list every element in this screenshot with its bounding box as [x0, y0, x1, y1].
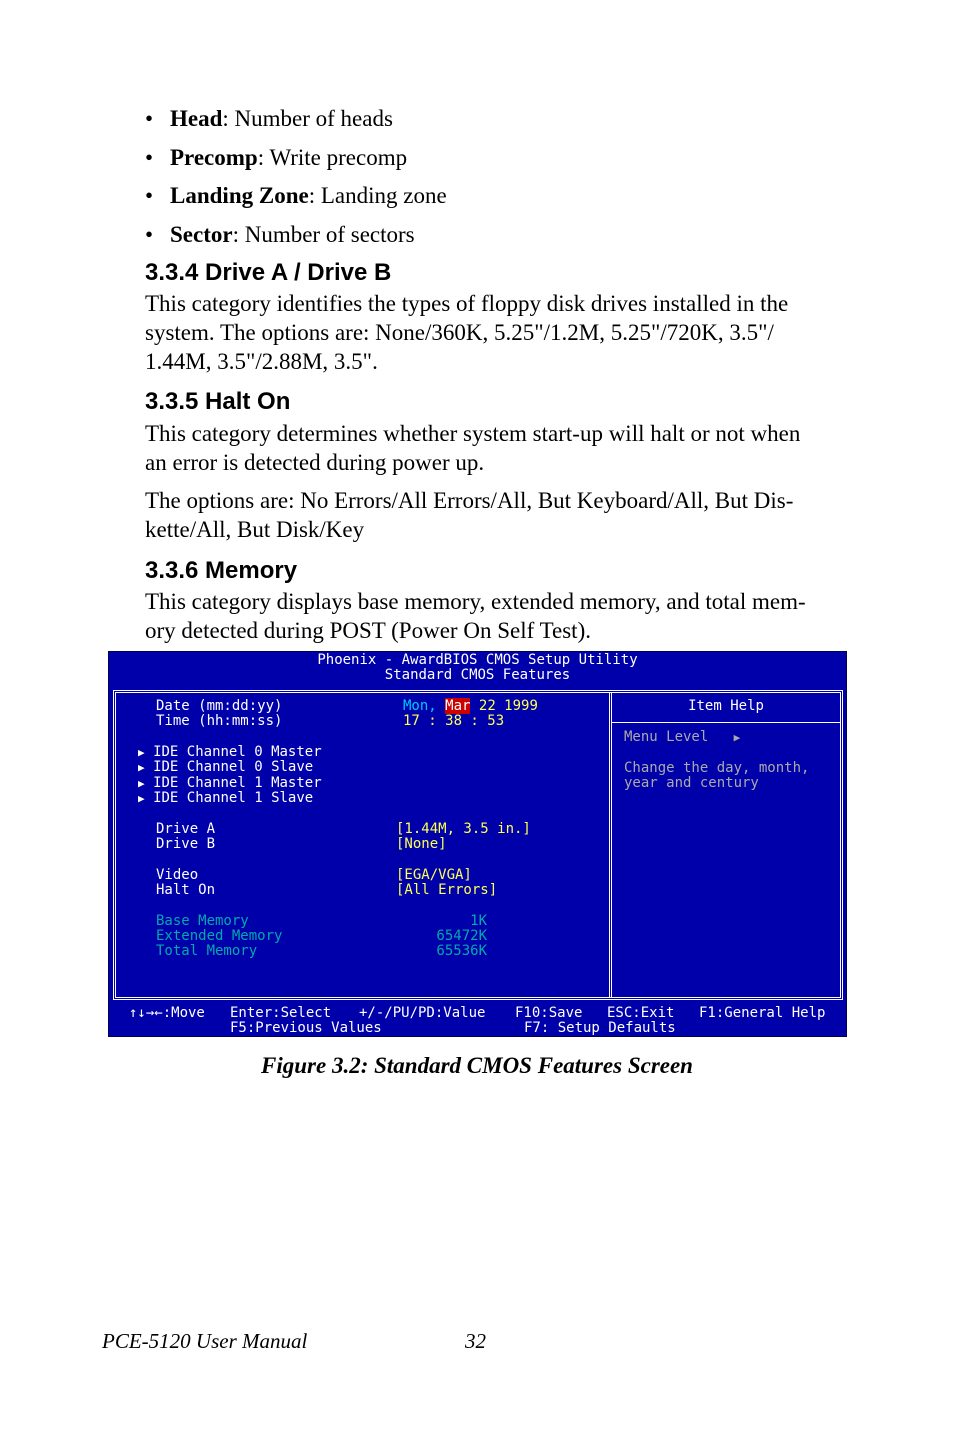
submenu-arrow-icon: ▶ [138, 792, 145, 805]
footer-page-number: 32 [465, 1329, 486, 1353]
bios-help-text: year and century [624, 775, 759, 791]
bios-key-hint: F7: Setup Defaults [524, 1020, 676, 1036]
bios-base-memory-value: 1K [470, 913, 487, 929]
bios-ide-item[interactable] [138, 776, 322, 791]
paragraph-line: This category identifies the types of floppy disk drives installed in the [145, 291, 789, 316]
bios-ide-label: IDE Channel 0 Master [153, 744, 322, 760]
submenu-arrow-icon: ▶ [138, 746, 145, 759]
bullet-term: Sector [170, 221, 233, 247]
bios-help-title: Item Help [688, 698, 764, 714]
bullet-item [145, 139, 845, 178]
paragraph-line: This category displays base memory, extended memory, and total mem- [145, 589, 806, 614]
bios-video-value[interactable]: [EGA/VGA] [396, 867, 472, 883]
bios-key-hint: +/-/PU/PD:Value [359, 1005, 486, 1021]
paragraph-line: This category determines whether system start-up will halt or not when [145, 421, 801, 446]
bios-drive-b-value[interactable]: [None] [396, 836, 447, 852]
section-paragraph [145, 419, 845, 477]
bios-drive-b-label[interactable]: Drive B [156, 836, 216, 852]
bios-ide-label: IDE Channel 0 Slave [153, 759, 314, 775]
bios-key-hint: F1:General Help [699, 1005, 826, 1021]
bios-panel-divider [609, 693, 612, 997]
bios-time-value[interactable]: 17 : 38 : 53 [403, 713, 505, 729]
bullet-term: Precomp [170, 144, 258, 170]
bios-date-value[interactable] [403, 699, 538, 714]
bios-title: Phoenix - AwardBIOS CMOS Setup Utility [317, 652, 638, 668]
bios-ide-item[interactable] [138, 745, 322, 760]
bios-key-hint: ↑↓→←:Move [129, 1005, 205, 1021]
section-paragraph [145, 289, 845, 376]
bios-ide-label: IDE Channel 1 Slave [153, 790, 314, 806]
bios-date-rest[interactable]: 22 1999 [478, 698, 538, 714]
bios-key-hint: ESC:Exit [607, 1005, 675, 1021]
submenu-arrow-icon: ▶ [138, 761, 145, 774]
bios-halt-label[interactable]: Halt On [156, 882, 216, 898]
figure-caption: Figure 3.2: Standard CMOS Features Screen [261, 1053, 693, 1078]
paragraph-line: kette/All, But Disk/Key [145, 517, 365, 542]
section-paragraph [145, 486, 845, 544]
bullet-desc: : Landing zone [308, 183, 447, 208]
bullet-item [145, 177, 845, 216]
section-heading-memory: 3.3.6 Memory [145, 557, 298, 584]
bullet-desc: : Number of sectors [232, 221, 415, 247]
paragraph-line: ory detected during POST (Power On Self Test). [145, 618, 591, 643]
footer-manual-title: PCE-5120 User Manual [102, 1329, 308, 1353]
bios-date-label[interactable]: Date (mm:dd:yy) [156, 698, 283, 714]
bios-total-memory-label: Total Memory [156, 943, 258, 959]
bios-total-memory-value: 65536K [436, 943, 487, 959]
bios-video-label[interactable]: Video [156, 867, 199, 883]
bios-screenshot [108, 651, 847, 1037]
bios-ide-item[interactable] [138, 760, 313, 775]
bullet-term: Landing Zone [170, 183, 309, 208]
paragraph-line: The options are: No Errors/All Errors/All, But Keyboard/All, But Dis- [145, 488, 794, 513]
section-heading-halt: 3.3.5 Halt On [145, 388, 291, 415]
submenu-arrow-icon: ▶ [138, 777, 145, 790]
bullet-desc: : Write precomp [257, 144, 408, 170]
bullet-item [145, 216, 845, 255]
section-heading-drive: 3.3.4 Drive A / Drive B [145, 259, 392, 286]
bios-key-hint: F5:Previous Values [230, 1020, 382, 1036]
bios-date-day: Mon, [403, 698, 437, 714]
bullet-icon: • [145, 221, 154, 247]
bullet-icon: • [145, 106, 154, 131]
bios-help-divider [612, 722, 840, 723]
bios-subtitle: Standard CMOS Features [384, 667, 571, 683]
section-paragraph [145, 587, 845, 645]
bullet-icon: • [145, 183, 154, 208]
bullet-desc: : Number of heads [222, 106, 393, 131]
bios-date-month[interactable]: Mar [445, 698, 471, 714]
bios-time-label[interactable]: Time (hh:mm:ss) [156, 713, 283, 729]
bios-base-memory-label: Base Memory [156, 913, 249, 929]
bios-extended-memory-value: 65472K [436, 928, 487, 944]
bios-key-hint: Enter:Select [230, 1005, 332, 1021]
bullet-list [145, 100, 845, 254]
paragraph-line: an error is detected during power up. [145, 450, 485, 475]
bios-drive-a-value[interactable]: [1.44M, 3.5 in.] [396, 821, 531, 837]
bios-ide-label: IDE Channel 1 Master [153, 775, 322, 791]
bios-ide-item[interactable] [138, 791, 313, 806]
paragraph-line: system. The options are: None/360K, 5.25"/1.2M, 5.25"/720K, 3.5"/ [145, 320, 774, 345]
menu-level-arrow-icon: ▶ [733, 731, 741, 744]
paragraph-line: 1.44M, 3.5"/2.88M, 3.5". [145, 349, 378, 374]
bios-key-hint: F10:Save [515, 1005, 583, 1021]
bullet-term: Head [170, 106, 223, 131]
bios-halt-value[interactable]: [All Errors] [396, 882, 498, 898]
bios-extended-memory-label: Extended Memory [156, 928, 283, 944]
bios-help-text: Change the day, month, [624, 760, 810, 776]
bios-menu-level [624, 730, 740, 745]
bullet-icon: • [145, 144, 154, 170]
bios-drive-a-label[interactable]: Drive A [156, 821, 216, 837]
bios-menu-level-label: Menu Level [624, 729, 709, 745]
bullet-item [145, 100, 845, 139]
